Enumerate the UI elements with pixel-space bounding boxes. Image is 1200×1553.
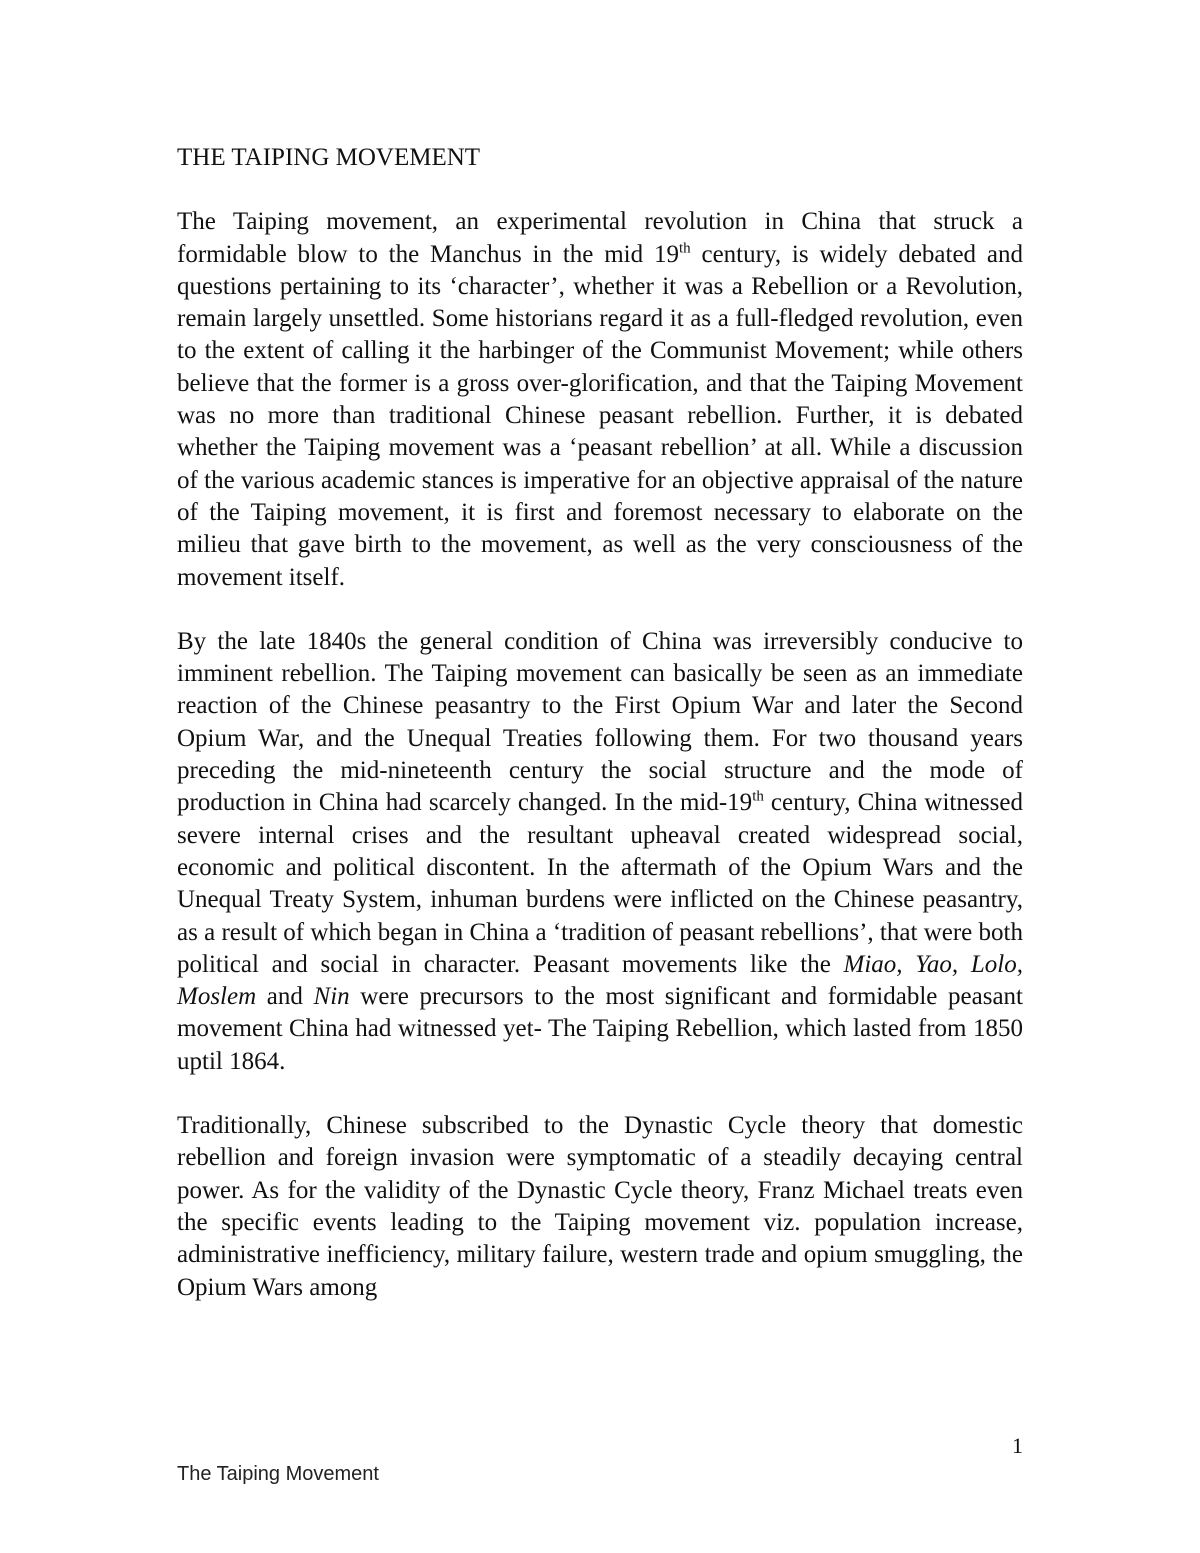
italic-text: Nin [313, 983, 350, 1011]
paragraph-text: and [256, 983, 314, 1011]
paragraph-text: century, is widely debated and questions pertaining to its ‘character’, whether it was a Rebellion or a Revolution, remain largely unsettled. Some historians regard it as a full-fledged revolution, even to the extent of calling it the harbinger of the Communist Movement; while others believe that the former is a gross over-glorification, and that the Taiping Movement was no more than traditional Chinese peasant rebellion. Further, it is debated whether the Taiping movement was a ‘peasant rebellion’ at all. While a discussion of the various academic stances is imperative for an objective appraisal of the nature of the Taiping movement, it is first and foremost necessary to elaborate on the milieu that gave birth to the movement, as well as the very consciousness of the movement itself. [177, 240, 1024, 591]
document-title: THE TAIPING MOVEMENT [177, 144, 481, 171]
paragraph [177, 626, 1023, 1078]
paragraph-text: Traditionally, Chinese subscribed to the Dynastic Cycle theory that domestic rebellion and foreign invasion were symptomatic of a steadily decaying central power. As for the validity of the Dynastic Cycle theory, Franz Michael treats even the specific events leading to the Taiping movement viz. population increase, administrative inefficiency, military failure, western trade and opium smuggling, the Opium Wars among [177, 1112, 1023, 1301]
superscript-text: th [678, 240, 691, 257]
page-body [177, 142, 1023, 1336]
page-number: 1 [1012, 1433, 1023, 1458]
paragraph [177, 206, 1023, 594]
paragraph-text: By the late 1840s the general condition of China was irreversibly conducive to imminent rebellion. The Taiping movement can basically be seen as an immediate reaction of the Chinese peasantry to the First Opium War and later the Second Opium War, and the Unequal Treaties following them. For two thousand years preceding the mid-nineteenth century the social structure and the mode of production in China had scarcely changed. In the mid-19 [177, 627, 1023, 817]
paragraphs-container [177, 206, 1023, 1304]
running-footer-title: The Taiping Movement [177, 1463, 379, 1485]
italic-text: Miao, Yao, Lolo, Moslem [177, 950, 1023, 1011]
paragraph-text: were precursors to the most significant and formidable peasant movement China had witnessed yet- The Taiping Rebellion, which lasted from 1850 uptil 1864. [177, 983, 1023, 1075]
paragraph-text: century, China witnessed severe internal crises and the resultant upheaval created widespread social, economic and political discontent. In the aftermath of the Opium Wars and the Unequal Treaty System, inhuman burdens were inflicted on the Chinese peasantry, as a result of which began in China a ‘tradition of peasant rebellions’, that were both political and social in character. Peasant movements like the [177, 789, 1023, 978]
superscript-text: th [752, 789, 764, 806]
paragraph [177, 1110, 1023, 1304]
paragraph-text: The Taiping movement, an experimental revolution in China that struck a formidable blow to the Manchus in the mid 19 [177, 208, 1023, 268]
